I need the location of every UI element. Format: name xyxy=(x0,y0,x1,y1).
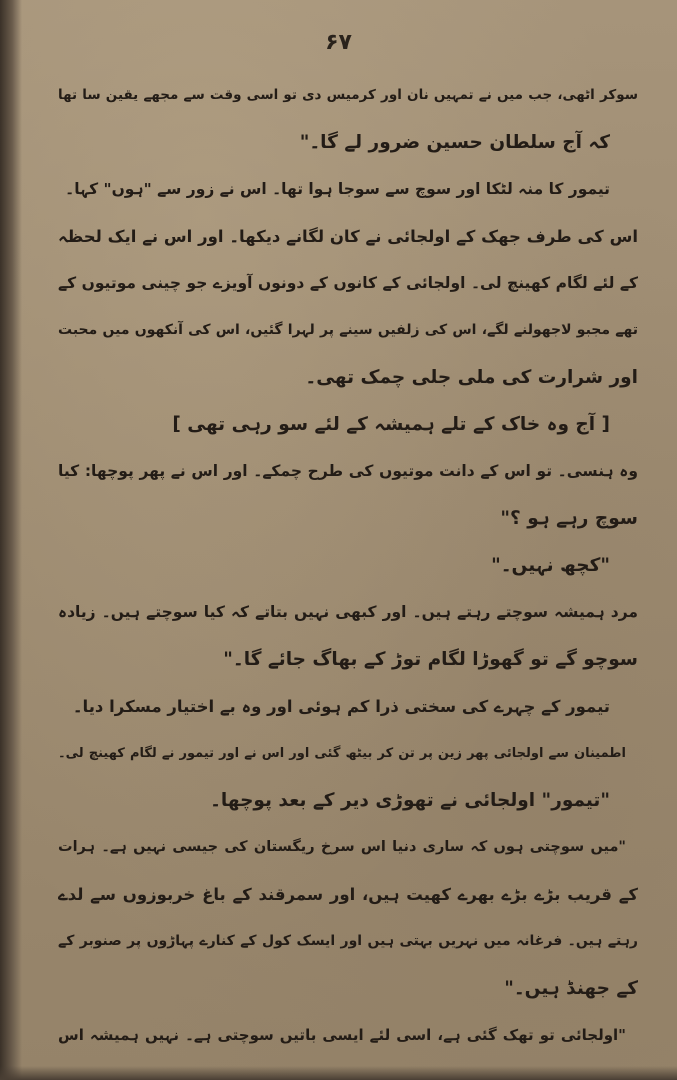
text-line: مرد ہمیشہ سوچتے رہتے ہیں۔ اور کبھی نہیں بتاتے کہ کیا سوچتے ہیں۔ زیادہ xyxy=(58,603,638,621)
text-line: کے قریب بڑے بڑے بھرے کھیت ہیں، اور سمرقند کے باغ خربوزوں سے لدے xyxy=(58,885,638,904)
text-line: کہ آج سلطان حسین ضرور لے گا۔" xyxy=(299,132,610,153)
text-line: سوچ رہے ہو ؟" xyxy=(500,508,638,529)
body-text xyxy=(58,72,638,1059)
text-line: "میں سوچتی ہوں کہ ساری دنیا اس سرخ ریگستان کی جیسی نہیں ہے۔ ہرات xyxy=(58,839,626,855)
text-line: "کچھ نہیں۔" xyxy=(491,555,610,576)
text-line: سوکر اٹھی، جب میں نے تمہیں نان اور کرمیس دی تو اسی وقت سے مجھے یقین سا تھا xyxy=(58,87,638,103)
text-line: اطمینان سے اولجائی پھر زین پر تن کر بیٹھ گئی اور اس نے اور تیمور نے لگام کھینچ لی۔ xyxy=(58,746,626,761)
text-line: کے جھنڈ ہیں۔" xyxy=(504,978,638,999)
text-line: [ آج وہ خاک کے تلے ہمیشہ کے لئے سو رہی تھی ] xyxy=(172,414,610,435)
page-bottom-edge xyxy=(0,1066,677,1080)
text-line: رہتے ہیں۔ فرغانہ میں نہریں بہتی ہیں اور ایسک کول کے کنارے پہاڑوں پر صنوبر کے xyxy=(58,933,638,949)
page-number: ۶۷ xyxy=(325,30,352,55)
text-line: تھے مجبو لاجھولنے لگے، اس کی زلفیں سینے پر لہرا گئیں، اس کی آنکھوں میں محبت xyxy=(58,322,638,338)
text-line: "اولجائی تو تھک گئی ہے، اسی لئے ایسی باتیں سوچتی ہے۔ نہیں ہمیشہ اس xyxy=(58,1026,626,1044)
text-line: وہ ہنسی۔ تو اس کے دانت موتیوں کی طرح چمکے۔ اور اس نے پھر پوچھا: کیا xyxy=(58,462,638,480)
text-line: اس کی طرف جھک کے اولجائی نے کان لگانے دیکھا۔ اور اس نے ایک لحظہ xyxy=(58,227,638,246)
text-line: تیمور کے چہرے کی سختی ذرا کم ہوئی اور وہ بے اختیار مسکرا دیا۔ xyxy=(72,697,610,716)
text-line: کے لئے لگام کھینچ لی۔ اولجائی کے کانوں کے دونوں آویزے جو چینی موتیوں کے xyxy=(58,274,638,292)
text-line: سوچو گے تو گھوڑا لگام توڑ کے بھاگ جائے گا۔" xyxy=(223,649,638,670)
text-line: "تیمور" اولجائی نے تھوڑی دیر کے بعد پوچھا۔ xyxy=(210,790,610,811)
page-shadow-edge xyxy=(0,0,22,1080)
text-line: تیمور کا منہ لٹکا اور سوچ سے سوجا ہوا تھا۔ اس نے زور سے "ہوں" کہا۔ xyxy=(65,180,610,198)
text-line: اور شرارت کی ملی جلی چمک تھی۔ xyxy=(305,367,638,388)
